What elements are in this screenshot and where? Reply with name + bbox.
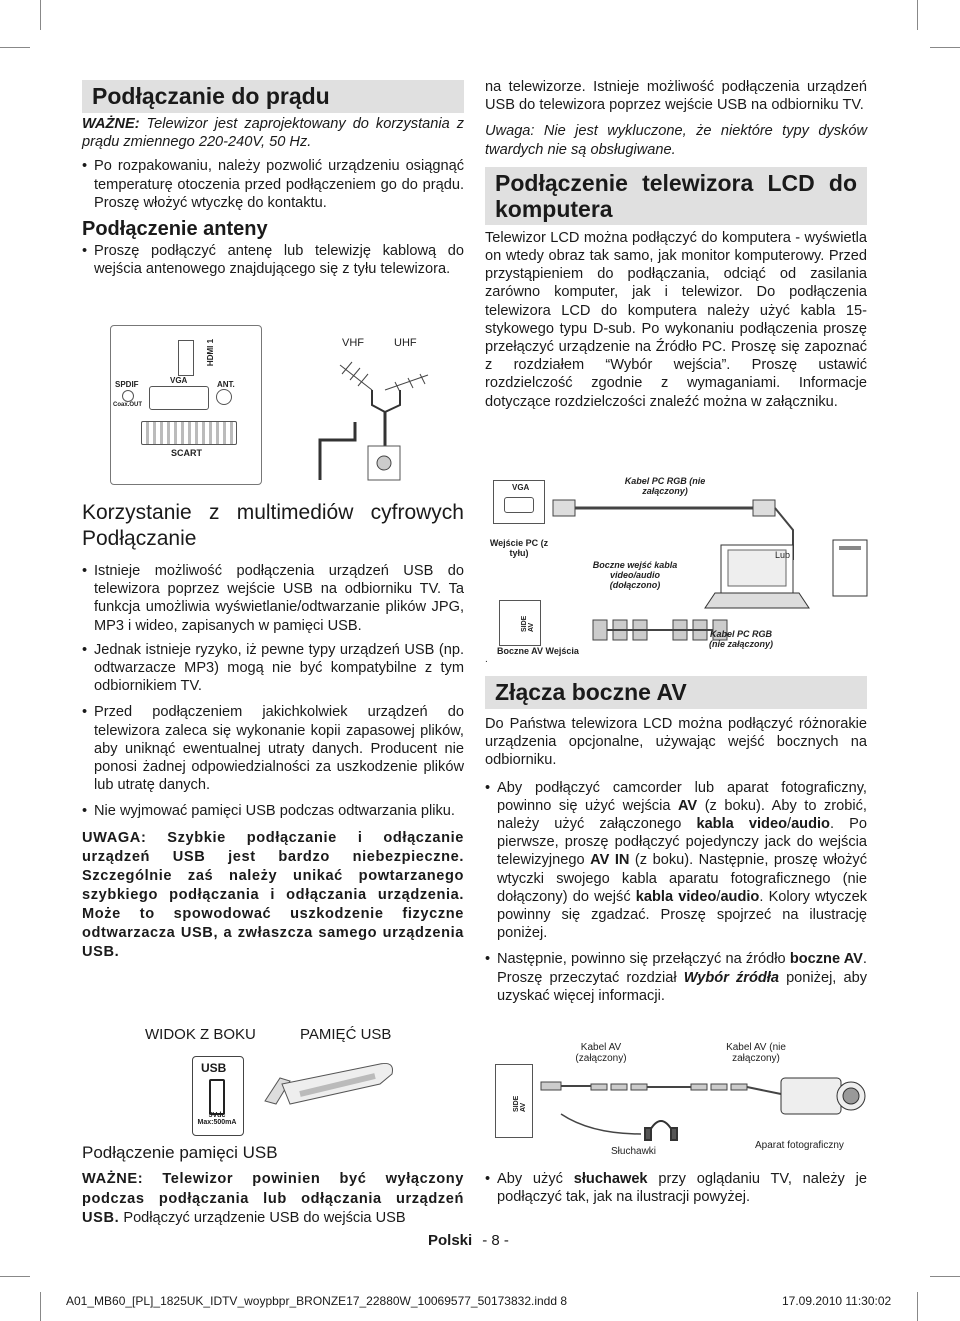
multimedia-bullet-1: • Istnieje możliwość podłączenia urządzeń USB do telewizora poprzez wejście USB na odbiorniku TV. Ta funkcja umożliwia wyświetlanie/odtwarzanie plików JPG, MP3 i wideo, zapisanych w pamięci USB. [82,562,464,635]
crop-mark [40,0,41,30]
headphones-label: Słuchawki [611,1146,657,1157]
multimedia-bullet-2: • Jednak istnieje ryzyko, iż pewne typy urządzeń USB (np. odtwarzacze MP3) mogą nie być kompatybilne z tym odbiornikiem TV. [82,641,464,696]
side-av-bullet-2-source: boczne AV [789,951,863,968]
vga-label: VGA [170,376,188,385]
vga-port-icon [149,386,209,410]
uhf-antenna-icon [385,374,428,392]
cable-av-not-included-label: Kabel AV (nie załączony) [726,1042,786,1064]
dot-mark: . [485,654,488,665]
side-av-intro: Do Państwa telewizora LCD można podłączyć różnorakie urządzenia opcjonalne, używając wejść bocznych na odbiorniku. [485,716,867,769]
side-av-bullet-2-ref: Wybór źródła [683,969,779,986]
usb-figure [140,1026,470,1138]
side-av-section [485,676,867,1013]
usb-connect-section [82,1144,464,1229]
usb-port-icon [209,1079,225,1115]
page-number [428,1232,509,1249]
hdmi-label: HDMI 1 [206,338,216,367]
power-bullet: • Po rozpakowaniu, należy pozwolić urządzeniu osiągnąć temperaturę otoczenia przed podłączeniem go do prądu. Proszę włożyć wtyczkę do kontaktu. [82,157,464,212]
multimedia-section [82,500,464,962]
page-number-value: - 8 - [482,1232,509,1249]
power-important-label: WAŻNE: [82,116,140,132]
ant-port-icon [216,389,232,405]
antenna-bullet: • Proszę podłączyć antenę lub telewizję kablową do wejścia antenowego znajdującego się z tyłu telewizora. [82,242,464,278]
av-cables-svg [531,1064,881,1148]
pc-text: Telewizor LCD można podłączyć do komputera - wyświetla on wtedy obraz tak samo, jak monitor komputerowy. Przed przystąpieniem do podłączania, odciąć od zasilania zarówno komputer, jak i telewizor. Do podłączenia telewizora LCD do komputera należy użyć kabla 15-stykowego typu D-sub. Po wykonaniu podłączenia proszę przełączyć urządzenie na Źródło PC. Proszę się zapoznać z rozdziałem “Wybór wejścia”. Proszę ustawić rozdzielczość zgodnie z wymaganiami. Informacje dotyczące rozdzielczości znaleźć można w załączniku. [485,229,867,410]
side-av-bullet-1 [485,779,867,943]
side-av-bullet-1-text: . Kolory wtyczek powinny się zgadzać. Proszę spojrzeć na ilustrację poniżej. [497,888,867,942]
power-important [82,115,464,151]
side-av-bullet-1-audio: audio [791,816,830,833]
usb-warning: UWAGA: Szybkie podłączanie i odłączanie urządzeń USB jest bardzo niebezpieczne. Szczególnie zaś należy unikać powtarzanego szybkiego podłączania i odłączania urządzenia. Może to spowodować uszkodzenie fizyczne odtwarzacza USB, a zwłaszcza samego urządzenia USB. [82,829,464,960]
side-av-bullet-2-text: . Proszę przeczytać rozdział [497,951,867,986]
side-av-bullet-1-slash: / [787,816,792,833]
pc-vga-label: VGA [512,483,530,492]
headphones-text: przy oglądaniu TV, należy je podłączyć tak, jak na ilustracji powyżej. [497,1171,867,1206]
ant-label: ANT. [217,380,235,389]
multimedia-bullet-4: • Nie wyjmować pamięci USB podczas odtwarzania pliku. [82,802,464,820]
headphones-bold: słuchawek [573,1171,648,1187]
antenna-figure [110,325,462,485]
side-av-bullet-1-text: . Po pierwsze, proszę podłączyć pojedynczy jack do wejścia telewizyjnego [497,816,867,869]
side-av-bullet-1-text: Aby podłączyć camcorder lub aparat fotograficzny, powinno się użyć wejścia [497,779,867,814]
headphones-section [485,1170,867,1214]
usb-memory-label: PAMIĘĆ USB [300,1026,392,1043]
av-side-panel [495,1064,533,1138]
crop-mark [930,47,960,48]
crop-mark [40,1292,41,1321]
usb-connect-important: WAŻNE: Telewizor powinien być wyłączony podczas podłączania lub odłączania urządzeń USB. [82,1171,464,1227]
footer-datetime: 17.09.2010 11:30:02 [782,1294,892,1308]
page-language: Polski [428,1232,473,1249]
crop-mark [0,1276,30,1277]
camera-label: Aparat fotograficzny [755,1140,844,1151]
coax-label: Coax.OUT [113,402,143,408]
side-av-bullet-1-text: (z boku). Aby to zrobić, należy użyć załączonego [497,797,867,833]
power-heading: Podłączanie do prądu [82,80,464,113]
cable-av-included-label: Kabel AV (załączony) [575,1042,627,1064]
usb-power-spec: 5Vdc Max:500mA [197,1112,237,1126]
side-av-bullet-2 [485,950,867,1005]
vga-port-box [493,480,545,524]
usb-connect-text: Podłączyć urządzenie USB do wejścia USB [119,1210,406,1227]
side-view-label: WIDOK Z BOKU [145,1026,256,1043]
side-av-bullet-1-cable2: kabla video [635,888,717,905]
right-top-section [485,78,867,411]
usb-stick-icon [260,1056,410,1116]
crop-mark [0,47,30,48]
pc-connection-figure [485,472,885,665]
pc-vga-port-icon [504,497,534,513]
multimedia-bullet-3: • Przed podłączeniem jakichkolwiek urządzeń do telewizora zaleca się wykonanie kopii zapasowej plików, aby uniknąć ewentualnej utraty danych. Producent nie ponosi żadnej odpowiedzialności za uszkodzenie plików lub utratę danych. [82,703,464,794]
headphones-text: Aby użyć [497,1171,574,1187]
side-av-bullet-1-audio2: audio [720,888,760,905]
side-av-bullet-2-text: Następnie, powinno się przełączyć na źródło [497,951,790,968]
crop-mark [930,1276,960,1277]
side-av-heading: Złącza boczne AV [485,676,867,709]
pc-cable-rgb-top: Kabel PC RGB (nie załączony) [624,476,706,496]
hdmi-port-icon [178,340,194,376]
antenna-cable-svg [260,350,460,485]
av-figure [485,1036,885,1158]
pc-input-label: Wejście PC (z tyłu) [489,538,549,558]
usb-cont-text: na telewizorze. Istnieje możliwość podłączenia urządzeń USB do telewizora poprzez wejście USB na odbiorniku TV. [485,79,867,114]
footer-file: A01_MB60_[PL]_1825UK_IDTV_woypbpr_BRONZE17_22880W_10069577_50173832.indd 8 [66,1294,568,1308]
pc-heading: Podłączenie telewizora LCD do komputera [485,167,867,225]
scart-port-icon [141,421,237,445]
av-side-label: SIDE AV [513,1095,527,1112]
power-important-text: Telewizor jest zaprojektowany do korzystania z prądu zmiennego 220-240V, 50 Hz. [82,116,464,151]
side-av-bullet-1-slash2: / [716,888,721,905]
side-cable-label: Boczne wejść kabla video/audio (dołączono) [592,560,678,590]
side-av-bullet-1-av: AV [677,797,698,814]
headphones-icon [645,1121,677,1140]
vhf-label: VHF [342,337,364,349]
power-section [82,80,464,287]
crop-mark [917,0,918,30]
camcorder-icon [781,1078,865,1114]
multimedia-heading: Korzystanie z multimediów cyfrowych Podłączanie [82,501,464,550]
tv-back-panel [110,325,262,485]
side-av-bullet-2-text: poniżej, aby uzyskać więcej informacji. [497,969,867,1004]
hdd-note: Uwaga: Nie jest wykluczone, że niektóre typy dysków twardych nie są obsługiwane. [485,123,867,158]
antenna-heading: Podłączenie anteny [82,218,268,241]
usb-port-label: USB [201,1061,227,1075]
vhf-antenna-icon [340,362,372,390]
side-av-bullet-1-text: (z boku). Następnie, proszę włożyć wtyczki swojego kabla aparatu fotograficznego (nie dołączony) do wejść [497,852,868,905]
side-av-bullet-1-cable: kabla video [696,816,787,833]
side-av-box [499,600,541,646]
crop-mark [917,1292,918,1321]
pc-cable-rgb-bottom: Kabel PC RGB (nie załączony) [708,629,773,649]
usb-connect-heading: Podłączenie pamięci USB [82,1143,278,1162]
spdif-label: SPDIF [115,380,139,389]
or-label: Lub [775,550,791,560]
side-av-bullet-1-avin: AV IN [590,852,630,869]
uhf-label: UHF [394,337,417,349]
side-av-inputs-label: Boczne AV Wejścia [497,646,579,656]
side-av-label: SIDE AV [521,615,535,632]
spdif-jack-icon [122,390,134,402]
headphones-bullet [485,1170,867,1206]
scart-label: SCART [171,448,202,458]
